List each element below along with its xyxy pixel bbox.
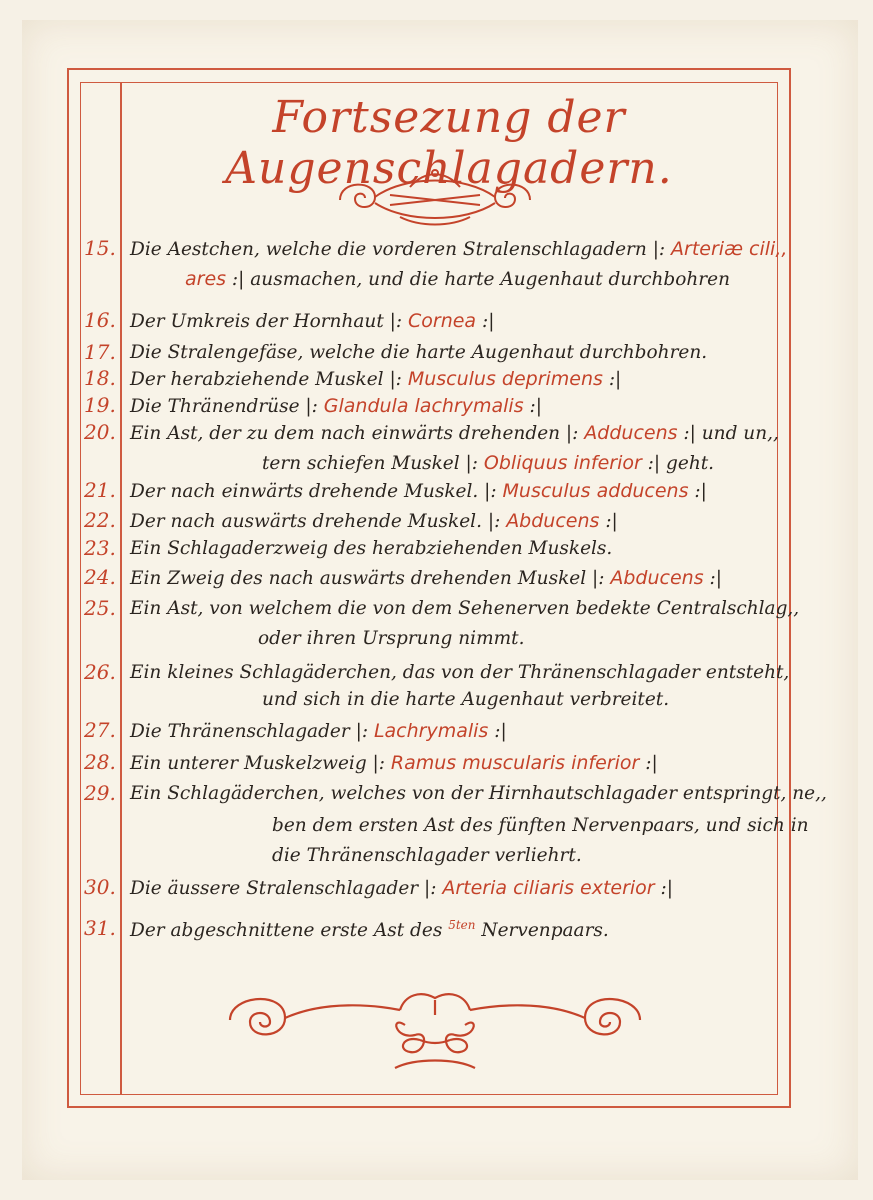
latin-term: Musculus deprimens <box>407 368 603 390</box>
latin-term: Abducens <box>610 567 704 589</box>
entry-line <box>130 752 658 774</box>
entry-number: 25. <box>84 596 116 620</box>
entry-number: 26. <box>84 660 116 684</box>
entry-text: Die Stralengefäse, welche die harte Augenhaut durchbohren. <box>130 342 708 363</box>
latin-term: Glandula lachrymalis <box>323 395 524 417</box>
entry-text-tail: :| und un,, <box>677 423 779 444</box>
page-title: Fortsezung der Augenschlagadern. <box>225 92 673 194</box>
entry-line <box>130 422 779 444</box>
entry-text-tail: :| geht. <box>641 453 715 474</box>
entry-text: Ein Schlagäderchen, welches von der Hirnhautschlagader entspringt, ne,, <box>130 783 827 804</box>
latin-term: 5ten <box>448 918 476 932</box>
entry-line <box>130 368 621 390</box>
entry-number: 22. <box>84 508 116 532</box>
entry-text-tail: :| <box>488 721 507 742</box>
entry-line <box>130 510 618 532</box>
entry-text-tail: :| ausmachen, und die harte Augenhaut durchbohren <box>226 269 731 290</box>
entry-text-tail: :| <box>523 396 542 417</box>
entry-number: 24. <box>84 565 116 589</box>
entry-text-tail: :| <box>639 753 658 774</box>
entry-text-tail: :| <box>599 511 618 532</box>
bottom-flourish-ornament <box>225 980 645 1070</box>
latin-term: Lachrymalis <box>373 720 489 742</box>
entry-text-tail: :| <box>703 568 722 589</box>
entry-number: 30. <box>84 875 116 899</box>
entry-text: Die Thränendrüse |: <box>130 396 324 417</box>
entry-text: Die Aestchen, welche die vorderen Stralenschlagadern |: <box>130 239 672 260</box>
entry-line <box>185 268 730 290</box>
entry-text: Der nach einwärts drehende Muskel. |: <box>130 481 503 502</box>
entry-number: 21. <box>84 478 116 502</box>
entry-number: 31. <box>84 916 116 940</box>
entry-text: tern schiefen Muskel |: <box>262 453 484 474</box>
entry-text: Ein Ast, der zu dem nach einwärts drehenden |: <box>130 423 585 444</box>
entry-text: Ein kleines Schlagäderchen, das von der Thränenschlagader entsteht, <box>130 662 790 683</box>
entry-text: ben dem ersten Ast des fünften Nervenpaars, und sich in <box>272 815 809 836</box>
entry-text: Die Thränenschlagader |: <box>130 721 374 742</box>
entry-text: Ein unterer Muskelzweig |: <box>130 753 391 774</box>
latin-term: Cornea <box>408 310 477 332</box>
entry-text: Der herabziehende Muskel |: <box>130 369 408 390</box>
entry-text-tail: :| <box>476 311 495 332</box>
entry-number: 27. <box>84 718 116 742</box>
entry-number: 19. <box>84 393 116 417</box>
entry-text: Ein Zweig des nach auswärts drehenden Muskel |: <box>130 568 611 589</box>
latin-term: Obliquus inferior <box>483 452 642 474</box>
entry-line <box>262 452 714 474</box>
entry-line <box>130 918 609 941</box>
entry-text-tail: :| <box>654 878 673 899</box>
entry-line <box>262 689 669 710</box>
entry-number: 29. <box>84 781 116 805</box>
latin-term: Abducens <box>506 510 600 532</box>
entry-text-tail: Nervenpaars. <box>475 920 609 942</box>
entry-number: 16. <box>84 308 116 332</box>
entry-line <box>130 342 707 363</box>
entry-text: Ein Schlagaderzweig des herabziehenden Muskels. <box>130 538 613 559</box>
entry-text-tail: :| <box>688 481 707 502</box>
entry-number: 17. <box>84 340 116 364</box>
entry-text-tail: :| <box>602 369 622 390</box>
entry-line <box>130 395 542 417</box>
entry-text: Die äussere Stralenschlagader |: <box>130 878 443 899</box>
entry-line <box>258 628 524 649</box>
latin-term: ares <box>185 268 227 290</box>
entry-line <box>130 310 494 332</box>
top-flourish-ornament <box>330 165 540 230</box>
entry-line <box>130 238 787 260</box>
entry-text: und sich in die harte Augenhaut verbreitet. <box>262 689 670 710</box>
entry-line <box>130 480 707 502</box>
entry-line <box>130 877 673 899</box>
entry-text: Der Umkreis der Hornhaut |: <box>130 311 408 332</box>
entry-line <box>130 720 507 742</box>
entry-text: Der abgeschnittene erste Ast des <box>130 920 449 942</box>
entry-number: 15. <box>84 236 116 260</box>
entry-line <box>272 815 809 836</box>
latin-term: Ramus muscularis inferior <box>390 752 640 774</box>
entry-number: 20. <box>84 420 116 444</box>
entry-text: Ein Ast, von welchem die von dem Sehenerven bedekte Centralschlag,, <box>130 598 800 619</box>
entry-text: oder ihren Ursprung nimmt. <box>258 628 525 649</box>
entry-number: 18. <box>84 366 116 390</box>
entry-line <box>272 845 582 866</box>
latin-term: Arteriæ cili,, <box>671 238 788 260</box>
latin-term: Arteria ciliaris exterior <box>442 877 655 899</box>
entry-number: 23. <box>84 536 116 560</box>
entry-text: die Thränenschlagader verliehrt. <box>272 845 582 866</box>
latin-term: Musculus adducens <box>502 480 689 502</box>
latin-term: Adducens <box>584 422 678 444</box>
entry-line <box>130 598 799 619</box>
entry-line <box>130 662 789 683</box>
entry-text: Der nach auswärts drehende Muskel. |: <box>130 511 507 532</box>
entry-line <box>130 783 827 804</box>
entry-line <box>130 538 612 559</box>
entry-number: 28. <box>84 750 116 774</box>
entry-line <box>130 567 722 589</box>
